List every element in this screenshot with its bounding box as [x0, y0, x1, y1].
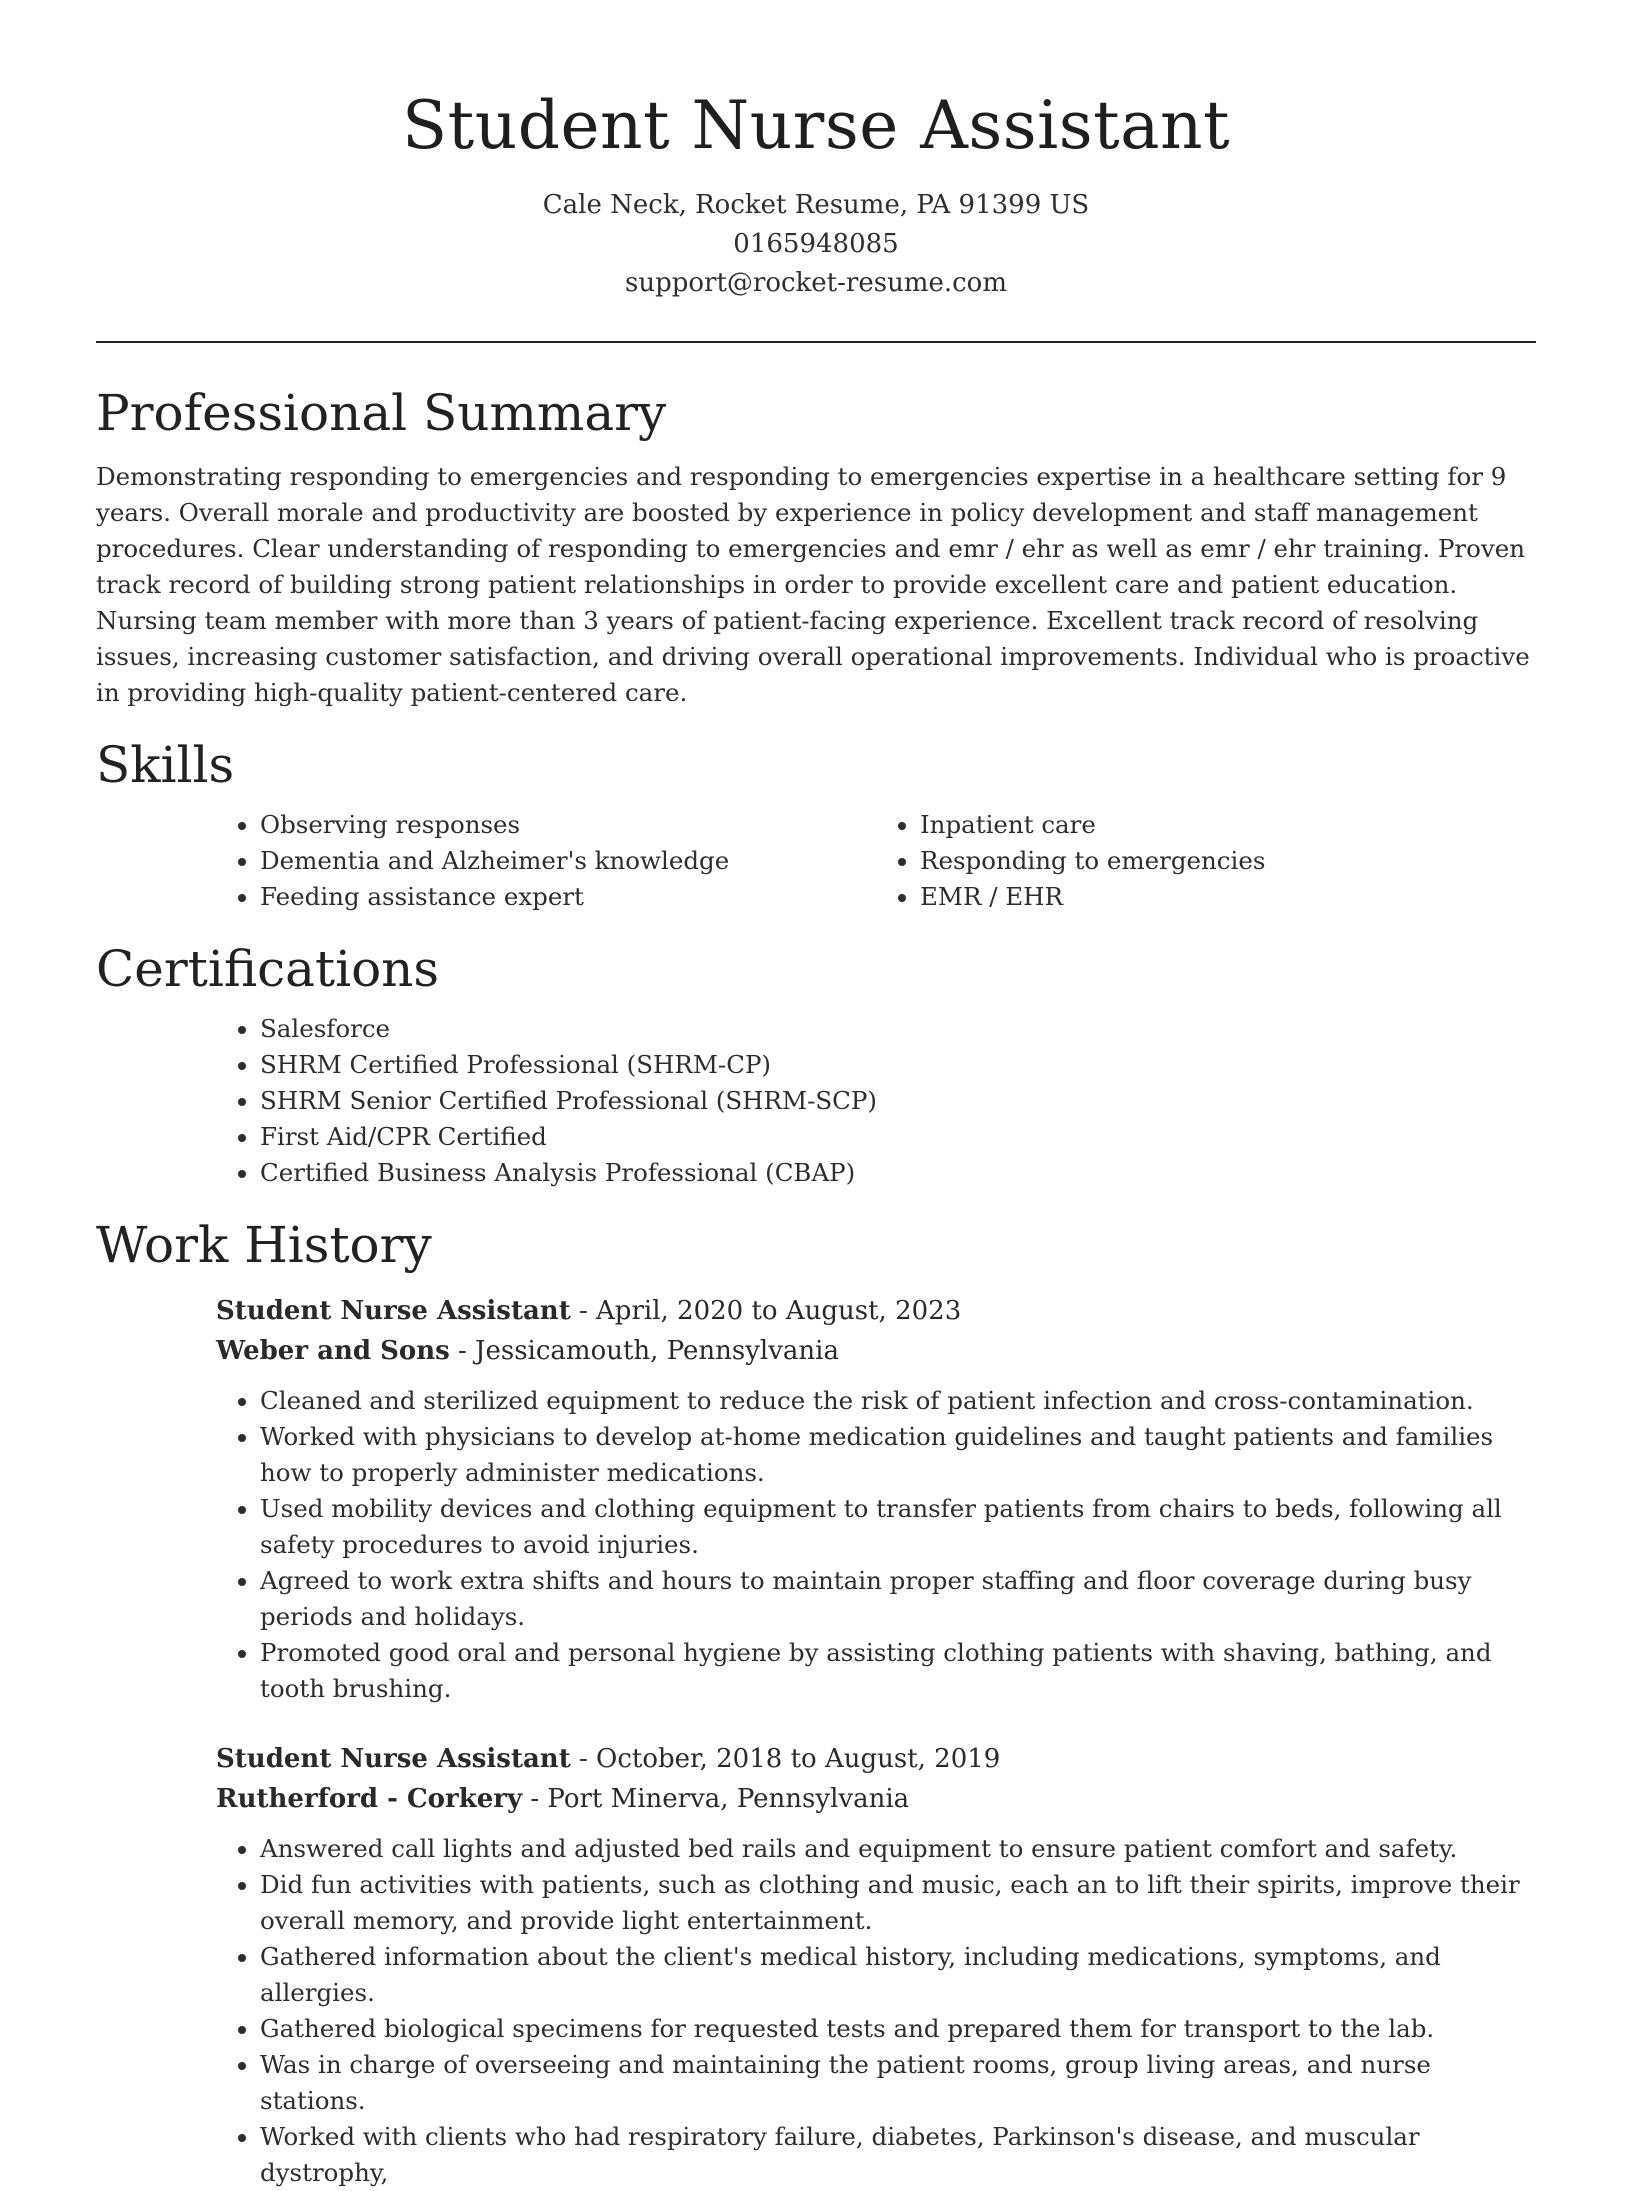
- contact-address: Cale Neck, Rocket Resume, PA 91399 US: [542, 190, 1090, 220]
- job-bullet: • Was in charge of overseeing and maintaining the patient rooms, group living areas, and nurse stations.: [260, 2047, 1536, 2119]
- job-title-line: [216, 1291, 1536, 1331]
- job-dates: - October, 2018 to August, 2019: [570, 1744, 1001, 1774]
- skill-item: • Responding to emergencies: [920, 843, 1536, 879]
- certification-item: • SHRM Senior Certified Professional (SHRM-SCP): [260, 1083, 1536, 1119]
- job-dates: - April, 2020 to August, 2023: [570, 1296, 962, 1326]
- certification-item: • Salesforce: [260, 1011, 1536, 1047]
- job-role: Student Nurse Assistant: [216, 1744, 571, 1774]
- job-bullet: • Worked with physicians to develop at-home medication guidelines and taught patients and families how to properly administer medications.: [260, 1419, 1536, 1491]
- certification-item: • SHRM Certified Professional (SHRM-CP): [260, 1047, 1536, 1083]
- certification-item: • Certified Business Analysis Professional (CBAP): [260, 1155, 1536, 1191]
- job-bullet: • Worked with clients who had respiratory failure, diabetes, Parkinson's disease, and muscular dystrophy,: [260, 2119, 1536, 2191]
- job-bullet: • Cleaned and sterilized equipment to reduce the risk of patient infection and cross-contamination.: [260, 1383, 1536, 1419]
- job-bullet: • Gathered biological specimens for requested tests and prepared them for transport to the lab.: [260, 2011, 1536, 2047]
- job-bullet: • Did fun activities with patients, such as clothing and music, each an to lift their spirits, improve their overall memory, and provide light entertainment.: [260, 1867, 1536, 1939]
- skill-item: • Inpatient care: [920, 807, 1536, 843]
- contact-block: [96, 186, 1536, 303]
- certifications-heading: Certifications: [96, 940, 440, 998]
- job-bullets: [216, 1383, 1536, 1707]
- summary-heading: Professional Summary: [96, 384, 667, 442]
- header-divider: [96, 341, 1536, 343]
- skill-item: • Observing responses: [260, 807, 876, 843]
- job-company-line: [216, 1779, 1536, 1819]
- job-company: Weber and Sons: [216, 1336, 450, 1366]
- skills-grid: [216, 807, 1536, 915]
- summary-text: Demonstrating responding to emergencies and responding to emergencies expertise in a healthcare setting for 9 years. Overall morale and productivity are boosted by experience in policy development and staff management procedures. Clear understanding of responding to emergencies and emr / ehr as well as emr / ehr training. Proven track record of building strong patient relationships in order to provide excellent care and patient education. Nursing team member with more than 3 years of patient-facing experience. Excellent track record of resolving issues, increasing customer satisfaction, and driving overall operational improvements. Individual who is proactive in providing high-quality patient-centered care.: [96, 462, 1530, 707]
- skill-item: • Feeding assistance expert: [260, 879, 876, 915]
- job-title-line: [216, 1739, 1536, 1779]
- job-entry: [216, 1291, 1536, 1707]
- job-location: - Jessicamouth, Pennsylvania: [449, 1336, 839, 1366]
- job-bullet: • Answered call lights and adjusted bed rails and equipment to ensure patient comfort and safety.: [260, 1831, 1536, 1867]
- job-bullets: [216, 1831, 1536, 2191]
- skills-heading: Skills: [96, 736, 235, 794]
- resume-name: Student Nurse Assistant: [401, 87, 1231, 164]
- job-bullet: • Promoted good oral and personal hygiene by assisting clothing patients with shaving, bathing, and tooth brushing.: [260, 1635, 1536, 1707]
- skill-item: • Dementia and Alzheimer's knowledge: [260, 843, 876, 879]
- work-history-heading: Work History: [96, 1216, 432, 1274]
- certification-item: • First Aid/CPR Certified: [260, 1119, 1536, 1155]
- resume-page: [96, 0, 1536, 2191]
- job-company-line: [216, 1331, 1536, 1371]
- job-bullet: • Used mobility devices and clothing equipment to transfer patients from chairs to beds, following all safety procedures to avoid injuries.: [260, 1491, 1536, 1563]
- contact-email: support@rocket-resume.com: [624, 268, 1007, 298]
- skills-list-right: [876, 807, 1536, 915]
- job-bullet: • Gathered information about the client's medical history, including medications, symptoms, and allergies.: [260, 1939, 1536, 2011]
- job-entry: [216, 1739, 1536, 2191]
- job-role: Student Nurse Assistant: [216, 1296, 571, 1326]
- certifications-section: [96, 939, 1536, 1191]
- skill-item: • EMR / EHR: [920, 879, 1536, 915]
- summary-section: [96, 383, 1536, 711]
- job-company: Rutherford - Corkery: [216, 1784, 523, 1814]
- contact-phone: 0165948085: [733, 229, 899, 259]
- certifications-list: [216, 1011, 1536, 1191]
- resume-header: [96, 0, 1536, 303]
- skills-list-left: [216, 807, 876, 915]
- job-location: - Port Minerva, Pennsylvania: [522, 1784, 910, 1814]
- job-bullet: • Agreed to work extra shifts and hours to maintain proper staffing and floor coverage during busy periods and holidays.: [260, 1563, 1536, 1635]
- skills-section: [96, 735, 1536, 915]
- work-history-section: [96, 1215, 1536, 2191]
